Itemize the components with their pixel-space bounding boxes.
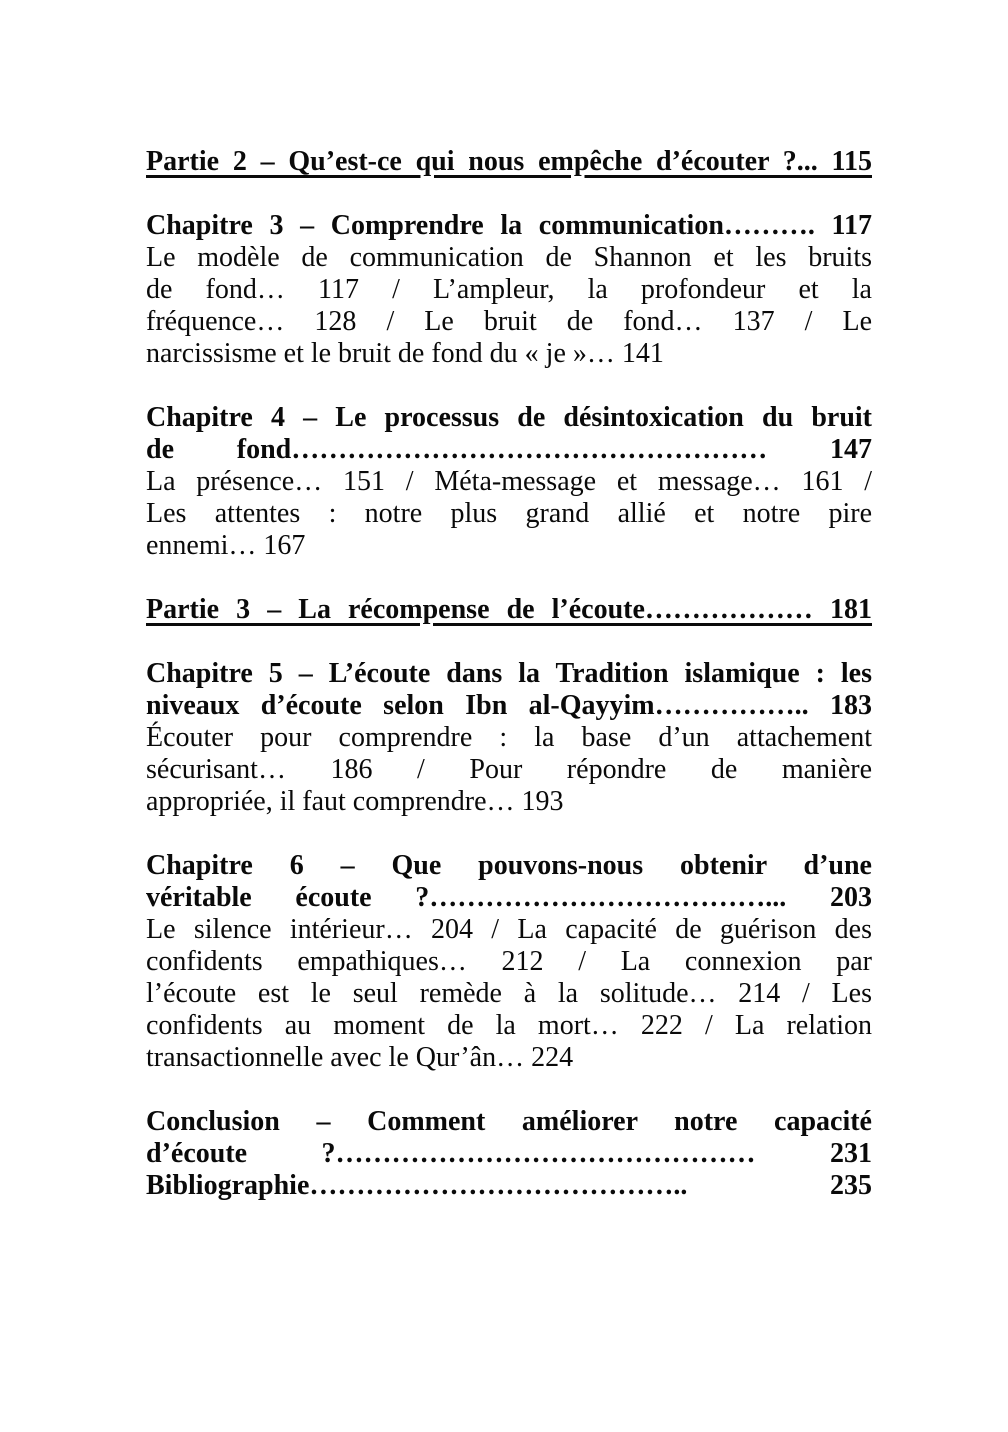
toc-chapter-heading-line: Chapitre 4 – Le processus de désintoxication du bruit bbox=[146, 402, 872, 433]
table-of-contents bbox=[146, 146, 872, 1202]
toc-part-entry: Partie 3 – La récompense de l’écoute……………… 181 bbox=[146, 594, 872, 625]
toc-conclusion-line: Conclusion – Comment améliorer notre capacité bbox=[146, 1106, 872, 1137]
toc-chapter-heading-line: Chapitre 3 – Comprendre la communication………. 117 bbox=[146, 210, 872, 241]
toc-subentries-line: fréquence… 128 / Le bruit de fond… 137 / Le bbox=[146, 306, 872, 337]
toc-block-part-2 bbox=[146, 146, 872, 178]
toc-part-entry: Partie 2 – Qu’est-ce qui nous empêche d’écouter ?... 115 bbox=[146, 146, 872, 177]
toc-block-part-3 bbox=[146, 594, 872, 626]
toc-chapter-heading-line: de fond…………………………………………… 147 bbox=[146, 434, 872, 465]
toc-chapter-heading-line: Chapitre 5 – L’écoute dans la Tradition islamique : les bbox=[146, 658, 872, 689]
toc-chapter-heading-line: Chapitre 6 – Que pouvons-nous obtenir d’une bbox=[146, 850, 872, 881]
toc-subentries-line: sécurisant… 186 / Pour répondre de manière bbox=[146, 754, 872, 785]
toc-conclusion-line: d’écoute ?……………………………………… 231 bbox=[146, 1138, 872, 1169]
toc-subentries-line: Le modèle de communication de Shannon et les bruits bbox=[146, 242, 872, 273]
toc-chapter-heading-line: véritable écoute ?………………………………... 203 bbox=[146, 882, 872, 913]
toc-subentries-line: Le silence intérieur… 204 / La capacité de guérison des bbox=[146, 914, 872, 945]
toc-subentries-line: appropriée, il faut comprendre… 193 bbox=[146, 786, 564, 817]
toc-block-chapter-5 bbox=[146, 658, 872, 818]
toc-subentries-line: Les attentes : notre plus grand allié et notre pire bbox=[146, 498, 872, 529]
toc-subentries-line: de fond… 117 / L’ampleur, la profondeur et la bbox=[146, 274, 872, 305]
toc-subentries-line: transactionnelle avec le Qur’ân… 224 bbox=[146, 1042, 574, 1073]
toc-subentries-line: ennemi… 167 bbox=[146, 530, 306, 561]
toc-subentries-line: confidents au moment de la mort… 222 / La relation bbox=[146, 1010, 872, 1041]
toc-chapter-heading-line: niveaux d’écoute selon Ibn al-Qayyim…………….. 183 bbox=[146, 690, 872, 721]
toc-subentries-line: narcissisme et le bruit de fond du « je »… 141 bbox=[146, 338, 664, 369]
toc-block-chapter-4 bbox=[146, 402, 872, 562]
toc-subentries-line: l’écoute est le seul remède à la solitude… 214 / Les bbox=[146, 978, 872, 1009]
toc-block-conclusion bbox=[146, 1106, 872, 1202]
toc-block-chapter-3 bbox=[146, 210, 872, 370]
toc-block-chapter-6 bbox=[146, 850, 872, 1074]
toc-subentries-line: La présence… 151 / Méta-message et message… 161 / bbox=[146, 466, 872, 497]
toc-subentries-line: Écouter pour comprendre : la base d’un attachement bbox=[146, 722, 872, 753]
toc-bibliography-entry: Bibliographie………………………………….. 235 bbox=[146, 1170, 872, 1201]
toc-subentries-line: confidents empathiques… 212 / La connexion par bbox=[146, 946, 872, 977]
